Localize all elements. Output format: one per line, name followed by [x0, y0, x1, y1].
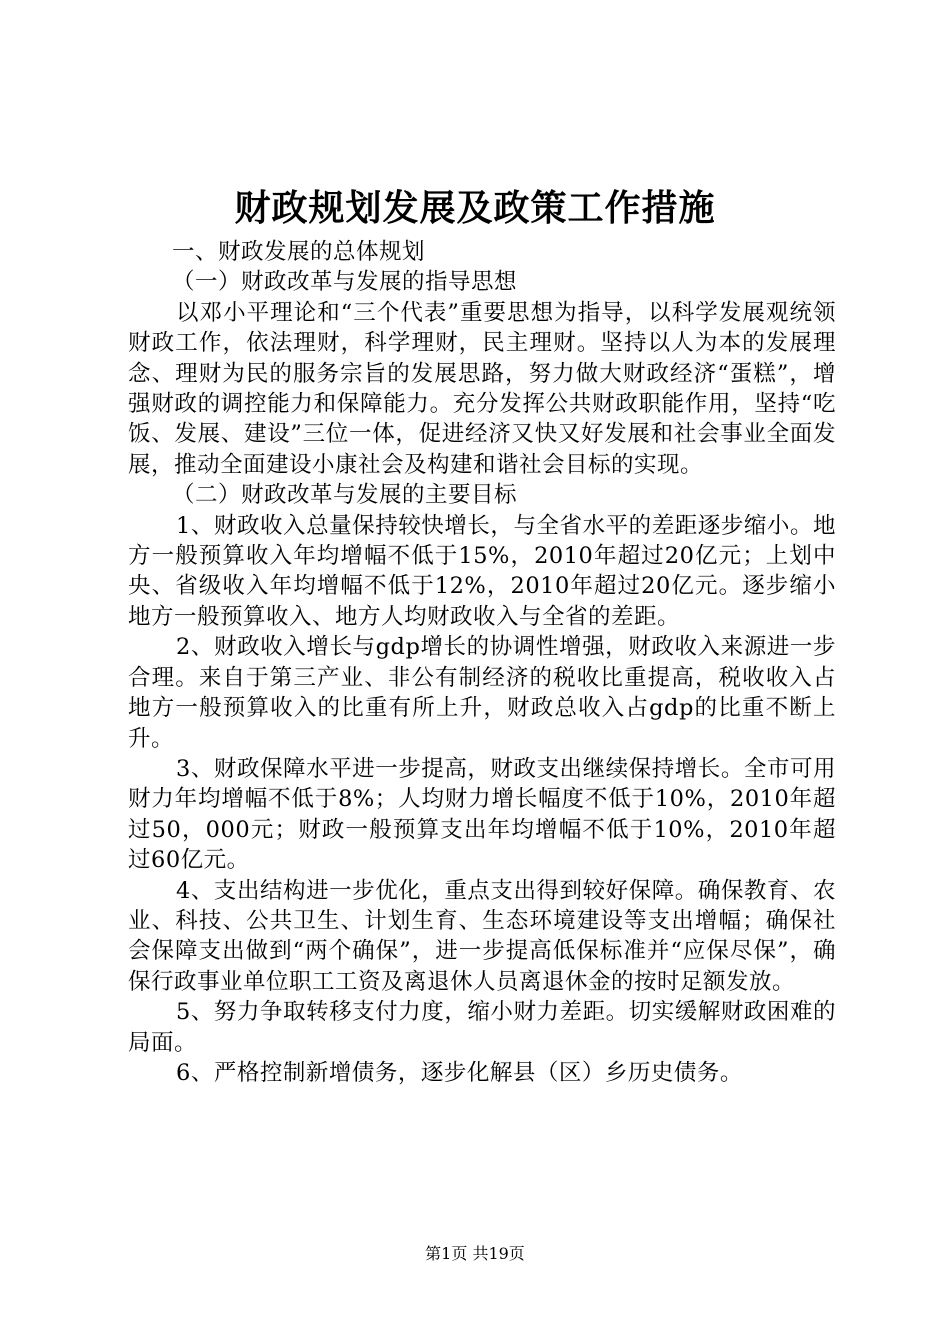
body-paragraph: 1、财政收入总量保持较快增长，与全省水平的差距逐步缩小。地方一般预算收入年均增幅不低于15%，2010年超过20亿元；上划中央、省级收入年均增幅不低于12%，2010年超过20亿元。逐步缩小地方一般预算收入、地方人均财政收入与全省的差距。 — [128, 512, 836, 630]
section-heading: 一、财政发展的总体规划 — [172, 239, 426, 265]
page-footer: 第1页 共19页 — [425, 1244, 525, 1263]
body-paragraph: 6、严格控制新增债务，逐步化解县（区）乡历史债务。 — [176, 1059, 743, 1086]
body-paragraph: 2、财政收入增长与gdp增长的协调性增强，财政收入来源进一步合理。来自于第三产业、非公有制经济的税收比重提高，税收收入占地方一般预算收入的比重有所上升，财政总收入占gdp的比重不断上升。 — [128, 634, 836, 752]
document-body — [128, 237, 836, 1088]
subsection-heading: （一）财政改革与发展的指导思想 — [172, 269, 518, 296]
body-paragraph: 3、财政保障水平进一步提高，财政支出继续保持增长。全市可用财力年均增幅不低于8%；人均财力增长幅度不低于10%，2010年超过50，000元；财政一般预算支出年均增幅不低于10%，2010年超过60亿元。 — [128, 755, 836, 874]
document-title: 财政规划发展及政策工作措施 — [234, 187, 716, 229]
subsection-heading: （二）财政改革与发展的主要目标 — [172, 482, 518, 509]
body-paragraph: 4、支出结构进一步优化，重点支出得到较好保障。确保教育、农业、科技、公共卫生、计划生育、生态环境建设等支出增幅；确保社会保障支出做到“两个确保”，进一步提高低保标准并“应保尽保”，确保行政事业单位职工工资及离退休人员离退休金的按时足额发放。 — [128, 877, 836, 995]
body-paragraph: 5、努力争取转移支付力度，缩小财力差距。切实缓解财政困难的局面。 — [128, 999, 836, 1056]
body-paragraph: 以邓小平理论和“三个代表”重要思想为指导，以科学发展观统领财政工作，依法理财，科学理财，民主理财。坚持以人为本的发展理念、理财为民的服务宗旨的发展思路，努力做大财政经济“蛋糕”，增强财政的调控能力和保障能力。充分发挥公共财政职能作用，坚持“吃饭、发展、建设”三位一体，促进经济又快又好发展和社会事业全面发展，推动全面建设小康社会及构建和谐社会目标的实现。 — [128, 299, 836, 478]
